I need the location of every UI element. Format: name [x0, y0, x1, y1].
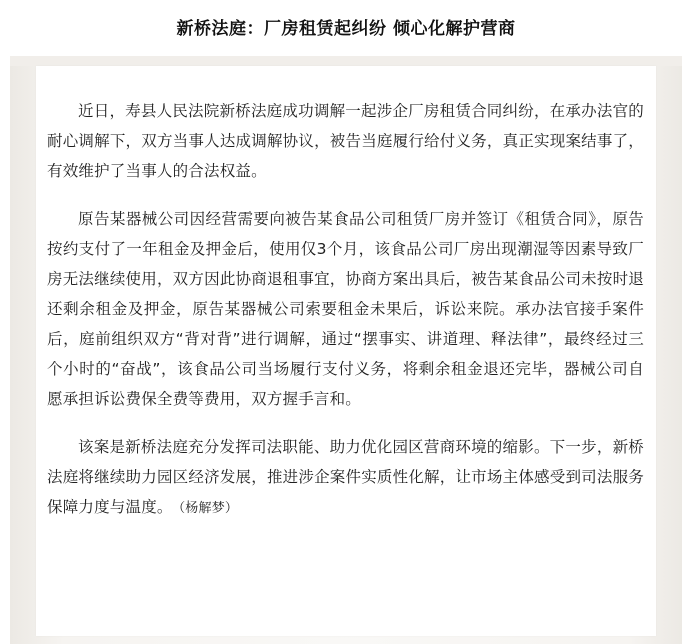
paragraph-case-details: 原告某器械公司因经营需要向被告某食品公司租赁厂房并签订《租赁合同》，原告按约支付了一年租金及押金后，使用仅3个月，该食品公司厂房出现潮湿等因素导致厂房无法继续使用，双方因此协商退租事宜，协商方案出具后，被告某食品公司未按时退还剩余租金及押金，原告某器械公司索要租金未果后，诉讼来院。承办法官接手案件后，庭前组织双方“背对背”进行调解，通过“摆事实、讲道理、释法律”，最终经过三个小时的“奋战”，该食品公司当场履行支付义务，将剩余租金退还完毕，器械公司自愿承担诉讼费保全费等费用，双方握手言和。 — [47, 210, 644, 408]
article-title: 新桥法庭：厂房租赁起纠纷 倾心化解护营商 — [176, 19, 516, 39]
article-frame — [10, 56, 682, 644]
paragraph-conclusion-text: 该案是新桥法庭充分发挥司法职能、助力优化园区营商环境的缩影。下一步，新桥法庭将继续助力园区经济发展，推进涉企案件实质性化解，让市场主体感受到司法服务保障力度与温度。 — [47, 438, 644, 516]
article-card — [36, 66, 656, 636]
paragraph-intro: 近日，寿县人民法院新桥法庭成功调解一起涉企厂房租赁合同纠纷，在承办法官的耐心调解下，双方当事人达成调解协议，被告当庭履行给付义务，真正实现案结事了，有效维护了当事人的合法权益。 — [47, 102, 644, 180]
author-credit: （杨解梦） — [178, 501, 239, 516]
paragraph-conclusion — [47, 432, 644, 524]
article-body — [47, 96, 644, 542]
